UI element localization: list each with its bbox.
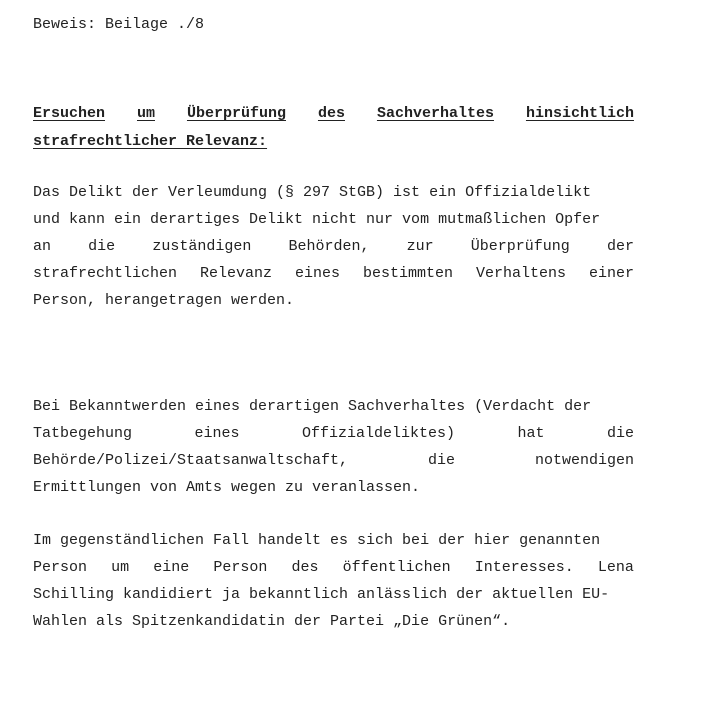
paragraph-line [33, 554, 634, 581]
word: bestimmten [362, 265, 453, 282]
word: an [33, 238, 52, 255]
heading-word: hinsichtlich [525, 105, 634, 122]
paragraph-investigation [33, 393, 634, 501]
heading-word: des [317, 105, 345, 122]
word: um [111, 559, 130, 576]
word: strafrechtlichen [33, 265, 178, 282]
paragraph-line: Ermittlungen von Amts wegen zu veranlassen. [33, 479, 421, 496]
heading-word: um [136, 105, 155, 122]
paragraph-line [33, 447, 634, 474]
word: Offizialdeliktes) [301, 425, 456, 442]
paragraph-line [33, 420, 634, 447]
paragraph-line: und kann ein derartiges Delikt nicht nur vom mutmaßlichen Opfer [33, 211, 601, 228]
word: Relevanz [200, 265, 273, 282]
paragraph-line [33, 233, 634, 260]
word: die [88, 238, 116, 255]
paragraph-line [33, 260, 634, 287]
paragraph-line: Im gegenständlichen Fall handelt es sich bei der hier genannten [33, 532, 601, 549]
word: eine [153, 559, 190, 576]
word: öffentlichen [342, 559, 451, 576]
word: Behörden, [288, 238, 370, 255]
paragraph-line: Bei Bekanntwerden eines derartigen Sachverhaltes (Verdacht der [33, 398, 592, 415]
word: die [606, 425, 634, 442]
heading-word: Überprüfung [186, 105, 286, 122]
heading-word: Sachverhaltes [376, 105, 494, 122]
paragraph-line: Wahlen als Spitzenkandidatin der Partei „Die Grünen“. [33, 613, 511, 630]
word: der [606, 238, 634, 255]
word: einer [588, 265, 634, 282]
heading-line-2: strafrechtlicher Relevanz: [33, 133, 268, 150]
heading-word: Ersuchen [33, 105, 106, 122]
word: eines [294, 265, 340, 282]
paragraph-line: Person, herangetragen werden. [33, 292, 295, 309]
heading-line-1 [33, 100, 634, 128]
word: Person [33, 559, 88, 576]
word: Tatbegehung [33, 425, 133, 442]
section-heading [33, 100, 634, 156]
word: Behörde/Polizei/Staatsanwaltschaft, [33, 452, 349, 469]
word: eines [194, 425, 240, 442]
word: Lena [597, 559, 634, 576]
word: die [428, 452, 456, 469]
paragraph-line: Das Delikt der Verleumdung (§ 297 StGB) ist ein Offizialdelikt [33, 184, 592, 201]
word: Person [213, 559, 268, 576]
word: zur [406, 238, 434, 255]
paragraph-public-person [33, 527, 634, 635]
word: notwendigen [534, 452, 634, 469]
word: hat [517, 425, 545, 442]
word: Überprüfung [470, 238, 570, 255]
word: Verhaltens [475, 265, 566, 282]
word: des [291, 559, 319, 576]
paragraph-line: Schilling kandidiert ja bekanntlich anlässlich der aktuellen EU- [33, 586, 610, 603]
word: zuständigen [152, 238, 252, 255]
word: Interesses. [474, 559, 574, 576]
paragraph-defamation [33, 179, 634, 314]
evidence-reference: Beweis: Beilage ./8 [33, 16, 205, 33]
